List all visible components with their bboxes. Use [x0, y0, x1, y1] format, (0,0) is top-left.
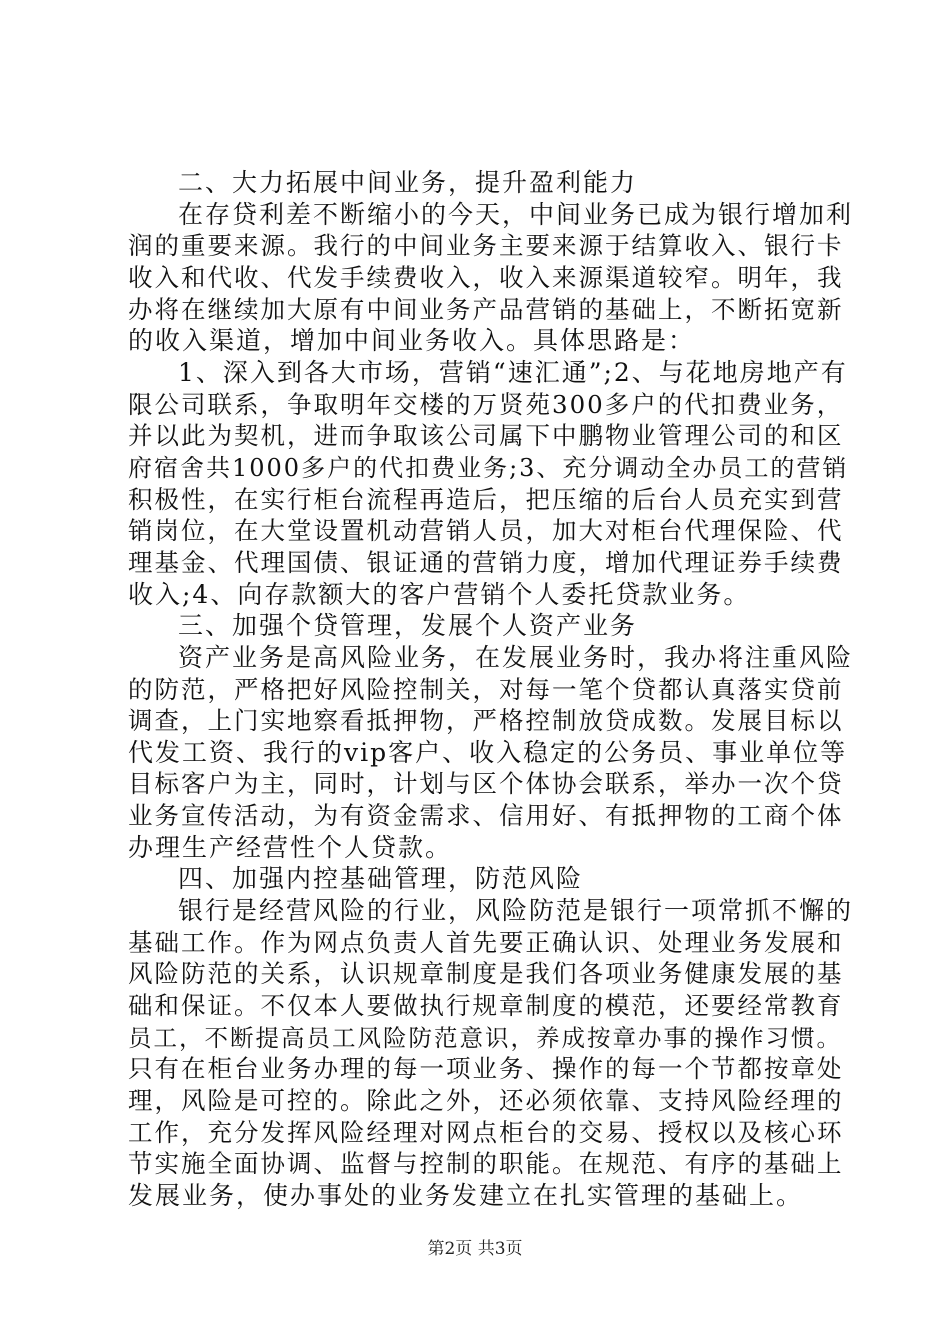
paragraph-line: 收入;4、向存款额大的客户营销个人委托贷款业务。: [128, 580, 751, 609]
paragraph-line: 发展业务，使办事处的业务发建立在扎实管理的基础上。: [128, 1181, 804, 1210]
paragraph-line: 润的重要来源。我行的中间业务主要来源于结算收入、银行卡: [128, 231, 844, 260]
paragraph-line: 员工，不断提高员工风险防范意识，养成按章办事的操作习惯。: [128, 1024, 842, 1052]
paragraph-line: 理，风险是可控的。除此之外，还必须依靠、支持风险经理的: [128, 1086, 844, 1115]
paragraph-line: 府宿舍共1000多户的代扣费业务;3、充分调动全办员工的营销: [128, 454, 849, 482]
paragraph-line: 工作，充分发挥风险经理对网点柜台的交易、授权以及核心环: [128, 1118, 844, 1147]
paragraph-line: 银行是经营风险的行业，风险防范是银行一项常抓不懈的: [178, 896, 854, 925]
paragraph-line: 基础工作。作为网点负责人首先要正确认识、处理业务发展和: [128, 928, 844, 957]
paragraph-line: 础和保证。不仅本人要做执行规章制度的模范，还要经常教育: [128, 991, 844, 1020]
section-heading-4: 四、加强内控基础管理，防范风险: [178, 864, 584, 893]
page-number-footer: 第2页 共3页: [427, 1239, 523, 1259]
section-heading-3: 三、加强个贷管理，发展个人资产业务: [178, 611, 638, 640]
paragraph-line: 1、深入到各大市场，营销“速汇通”;2、与花地房地产有: [178, 358, 848, 387]
paragraph-line: 资产业务是高风险业务，在发展业务时，我办将注重风险: [178, 643, 854, 672]
paragraph-line: 只有在柜台业务办理的每一项业务、操作的每一个节都按章处: [128, 1054, 844, 1083]
paragraph-line: 销岗位，在大堂设置机动营销人员，加大对柜台代理保险、代: [128, 516, 844, 545]
paragraph-line: 收入和代收、代发手续费收入，收入来源渠道较窄。明年，我: [128, 263, 844, 292]
paragraph-line: 积极性，在实行柜台流程再造后，把压缩的后台人员充实到营: [128, 485, 844, 514]
paragraph-line: 理基金、代理国债、银证通的营销力度，增加代理证券手续费: [128, 548, 844, 577]
paragraph-line: 风险防范的关系，认识规章制度是我们各项业务健康发展的基: [128, 959, 844, 988]
paragraph-line: 的防范，严格把好风险控制关，对每一笔个贷都认真落实贷前: [128, 675, 844, 704]
paragraph-line: 的收入渠道，增加中间业务收入。具体思路是：: [128, 326, 696, 355]
paragraph-line: 并以此为契机，进而争取该公司属下中鹏物业管理公司的和区: [128, 421, 844, 450]
paragraph-line: 在存贷利差不断缩小的今天，中间业务已成为银行增加利: [178, 200, 854, 229]
paragraph-line: 办理生产经营性个人贷款。: [128, 833, 453, 862]
paragraph-line: 代发工资、我行的vip客户、收入稳定的公务员、事业单位等: [128, 738, 848, 767]
paragraph-line: 业务宣传活动，为有资金需求、信用好、有抵押物的工商个体: [128, 801, 844, 830]
paragraph-line: 目标客户为主，同时，计划与区个体协会联系，举办一次个贷: [128, 769, 844, 798]
paragraph-line: 办将在继续加大原有中间业务产品营销的基础上，不断拓宽新: [128, 295, 844, 324]
section-heading-2: 二、大力拓展中间业务，提升盈利能力: [178, 168, 638, 197]
paragraph-line: 节实施全面协调、监督与控制的职能。在规范、有序的基础上: [128, 1149, 844, 1178]
paragraph-line: 调查，上门实地察看抵押物，严格控制放贷成数。发展目标以: [128, 706, 844, 735]
paragraph-line: 限公司联系，争取明年交楼的万贤苑300多户的代扣费业务，: [128, 390, 844, 419]
